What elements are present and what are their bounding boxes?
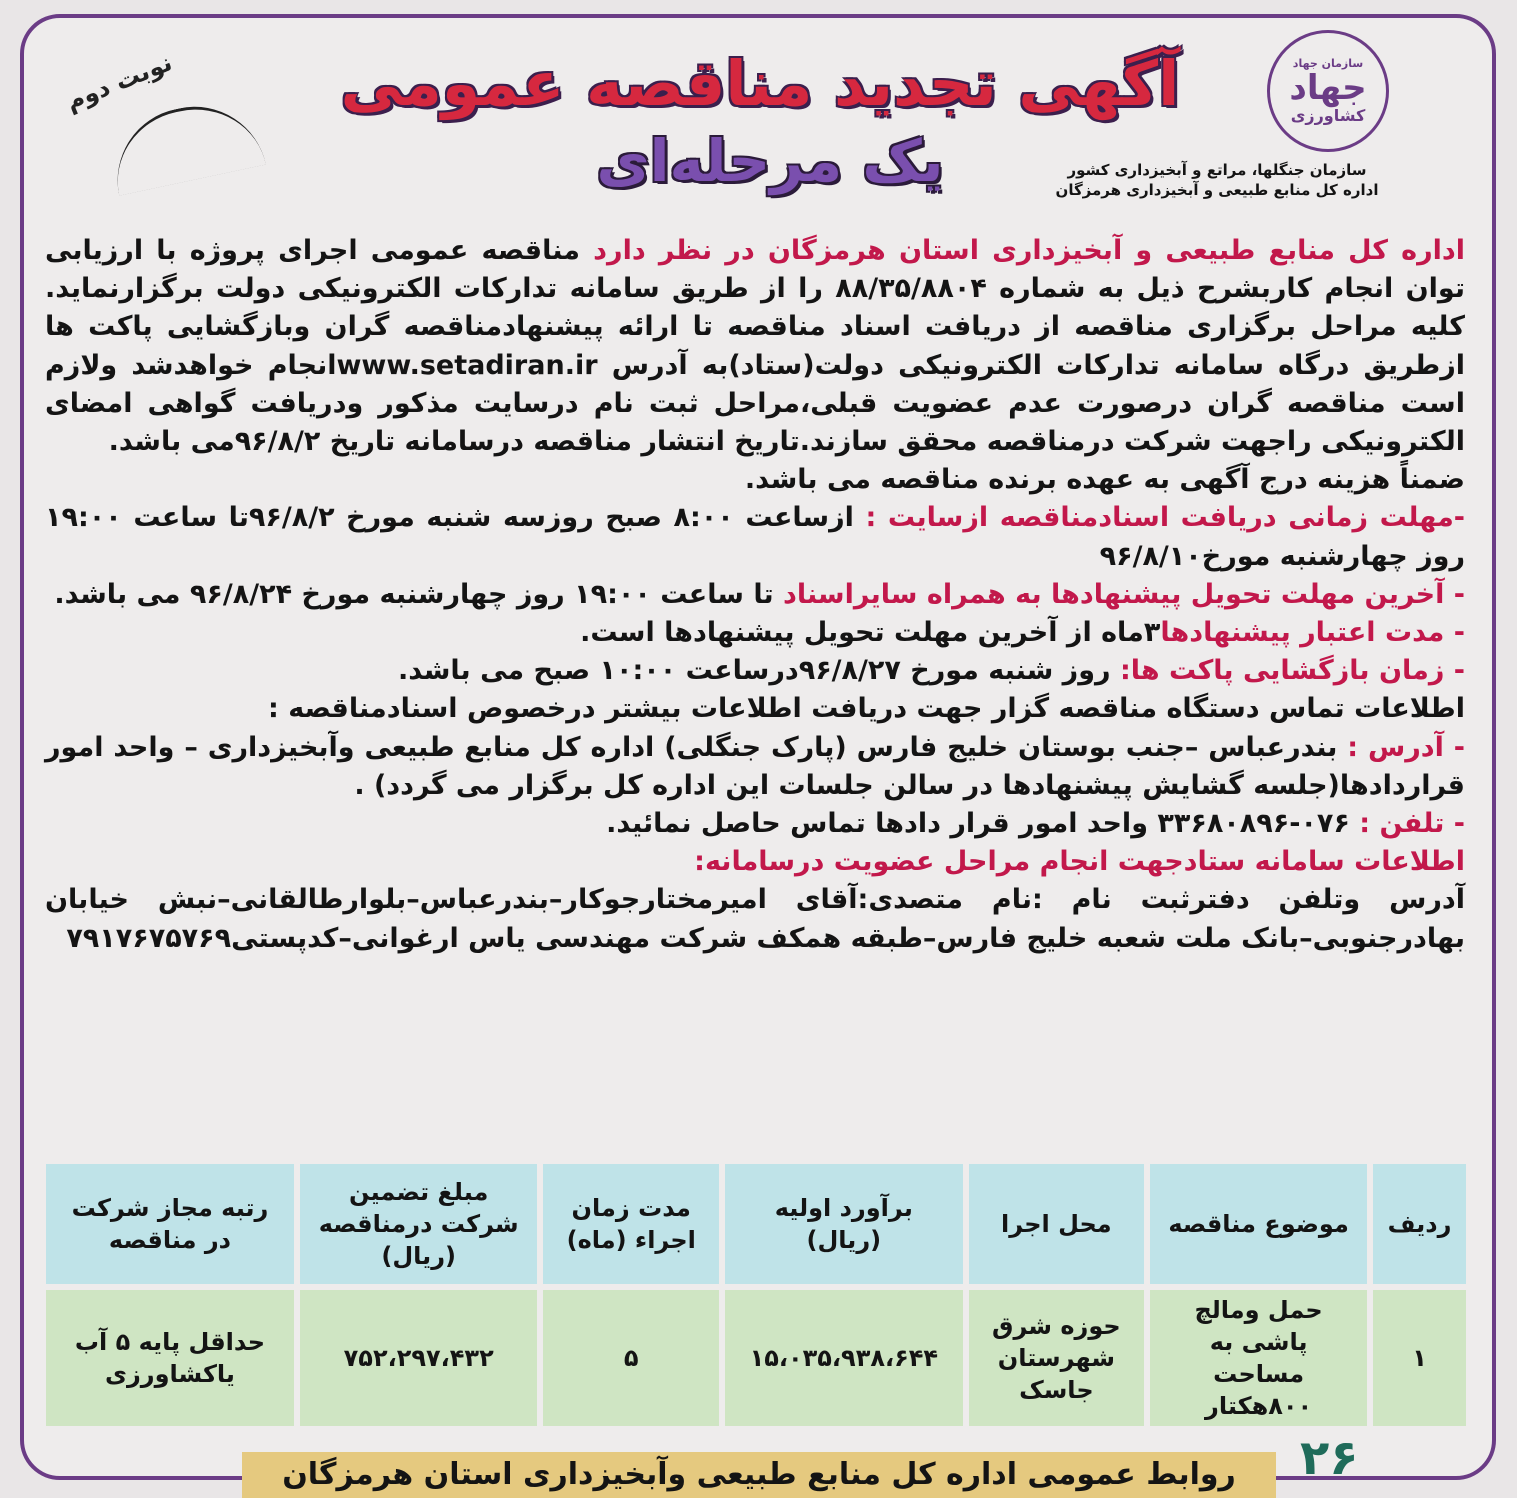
validity-text: ۳ماه از آخرین مهلت تحویل پیشنهادها است. xyxy=(580,617,1161,649)
col-header-grade: رتبه مجاز شرکت در مناقصه xyxy=(46,1164,294,1284)
handwritten-number: ۲۶ xyxy=(1300,1430,1359,1486)
table-row xyxy=(46,1290,1466,1426)
doc-deadline-text: ازساعت ۸:۰۰ صبح روزسه شنبه مورخ ۹۶/۸/۲تا ساعت ۱۹:۰۰ روز چهارشنبه مورخ۹۶/۸/۱۰ xyxy=(45,502,1465,572)
cell-estimate: ۱۵،۰۳۵،۹۳۸،۶۴۴ xyxy=(725,1290,963,1426)
validity-label: - مدت اعتبار پیشنهادها xyxy=(1160,617,1465,649)
setad-url-link[interactable]: www.setadiran.ir xyxy=(336,349,598,381)
logo-top-text: سازمان جهاد xyxy=(1292,57,1364,70)
public-relations-footer: روابط عمومی اداره کل منابع طبیعی وآبخیزداری استان هرمزگان xyxy=(242,1452,1276,1498)
address-label: - آدرس : xyxy=(1347,731,1465,763)
org-line-2: اداره کل منابع طبیعی و آبخیزداری هرمزگان xyxy=(1055,181,1379,199)
intro-text-1: مناقصه عمومی اجرای پروژه با ارزیابی توان انجام کاربشرح ذیل به شماره ۸۸/۳۵/۸۸۰۴ را از طریق سامانه تدارکات الکترونیکی دولت برگزارنماید. کلیه مراحل برگزاری مناقصه از دریافت اسناد مناقصه تا ارائه پیشنهادمناقصه گران وبازگشایی پاکت ها ازطریق درگاه سامانه تدارکات الکترونیکی دولت(ستاد)به آدرس xyxy=(45,235,1465,381)
cell-location: حوزه شرق شهرستان جاسک xyxy=(969,1290,1145,1426)
setad-office-info: آدرس وتلفن دفترثبت نام :نام متصدی:آقای امیرمختارجوکار–بندرعباس–بلوارطالقانی–نبش خیابان بهادرجنوبی–بانک ملت شعبه خلیج فارس–طبقه همکف شرکت مهندسی یاس ارغوانی–کدپستی۷۹۱۷۶۷۵۷۶۹ xyxy=(45,884,1465,954)
jahad-logo xyxy=(1267,30,1389,152)
cost-note: ضمناً هزینه درج آگهی به عهده برنده مناقصه می باشد. xyxy=(744,464,1465,496)
logo-sub-text: کشاورزی xyxy=(1290,106,1366,125)
submit-deadline-label: - آخرین مهلت تحویل پیشنهادها به همراه سایراسناد xyxy=(783,578,1465,610)
address-text: بندرعباس –جنب بوستان خلیج فارس (پارک جنگلی) اداره کل منابع طبیعی وآبخیزداری – واحد امور قراردادها(جلسه گشایش پیشنهادها در سالن جلسات این اداره کل برگزار می گردد) . xyxy=(45,731,1465,801)
contact-phone xyxy=(45,805,1465,843)
cell-row: ۱ xyxy=(1373,1290,1466,1426)
col-header-location: محل اجرا xyxy=(969,1164,1145,1284)
cell-guarantee: ۷۵۲،۲۹۷،۴۳۲ xyxy=(300,1290,538,1426)
intro-text-2: انجام خواهدشد ولازم است مناقصه گران درصورت عدم عضویت قبلی،مراحل ثبت نام درسایت مذکور ودریافت گواهی امضای الکترونیکی راجهت شرکت درمناقصه محقق سازند.تاریخ انتشار مناقصه درسامانه تاریخ ۹۶/۸/۲می باشد. xyxy=(45,349,1465,458)
ad-subtitle: یک مرحله‌ای xyxy=(596,127,944,195)
doc-deadline-label: -مهلت زمانی دریافت اسنادمناقصه ازسایت : xyxy=(865,502,1466,534)
opening-time xyxy=(45,652,1465,690)
validity-period xyxy=(45,614,1465,652)
ad-title: آگهی تجدید مناقصه عمومی xyxy=(340,47,1180,120)
submit-deadline xyxy=(45,576,1465,614)
submit-deadline-text: تا ساعت ۱۹:۰۰ روز چهارشنبه مورخ ۹۶/۸/۲۴ می باشد. xyxy=(54,578,784,610)
ad-body xyxy=(45,232,1465,958)
contact-intro: اطلاعات تماس دستگاه مناقصه گزار جهت دریافت اطلاعات بیشتر درخصوص اسنادمناقصه : xyxy=(268,693,1465,725)
logo-main-text: جهاد xyxy=(1289,68,1367,108)
setad-heading: اطلاعات سامانه ستادجهت انجام مراحل عضویت درسامانه: xyxy=(694,846,1465,878)
col-header-duration: مدت زمان اجراء (ماه) xyxy=(543,1164,719,1284)
cell-grade: حداقل پایه ۵ آب یاکشاورزی xyxy=(46,1290,294,1426)
col-header-subject: موضوع مناقصه xyxy=(1150,1164,1367,1284)
organization-name xyxy=(1037,160,1397,200)
round-label: نوبت دوم xyxy=(62,48,177,116)
col-header-row: ردیف xyxy=(1373,1164,1466,1284)
cell-subject: حمل ومالچ پاشی به مساحت ۸۰۰هکتار xyxy=(1150,1290,1367,1426)
opening-label: - زمان بازگشایی پاکت ها: xyxy=(1119,655,1465,687)
col-header-estimate: برآورد اولیه (ریال) xyxy=(725,1164,963,1284)
intro-highlight: اداره کل منابع طبیعی و آبخیزداری استان هرمزگان در نظر دارد xyxy=(593,235,1466,266)
phone-label: - تلفن : xyxy=(1359,808,1465,840)
tender-table xyxy=(40,1158,1472,1432)
org-line-1: سازمان جنگلها، مراتع و آبخیزداری کشور xyxy=(1067,161,1367,179)
intro-paragraph xyxy=(45,232,1465,461)
table-header-row xyxy=(46,1164,1466,1284)
contact-address xyxy=(45,729,1465,805)
opening-text: روز شنبه مورخ ۹۶/۸/۲۷درساعت ۱۰:۰۰ صبح می باشد. xyxy=(397,655,1120,687)
phone-text: ۰۷۶-۳۳۶۸۰۸۹۶ واحد امور قرار دادها تماس حاصل نمائید. xyxy=(606,808,1350,840)
col-header-guarantee: مبلغ تضمین شرکت درمناقصه (ریال) xyxy=(300,1164,538,1284)
cell-duration: ۵ xyxy=(543,1290,719,1426)
doc-deadline xyxy=(45,499,1465,575)
